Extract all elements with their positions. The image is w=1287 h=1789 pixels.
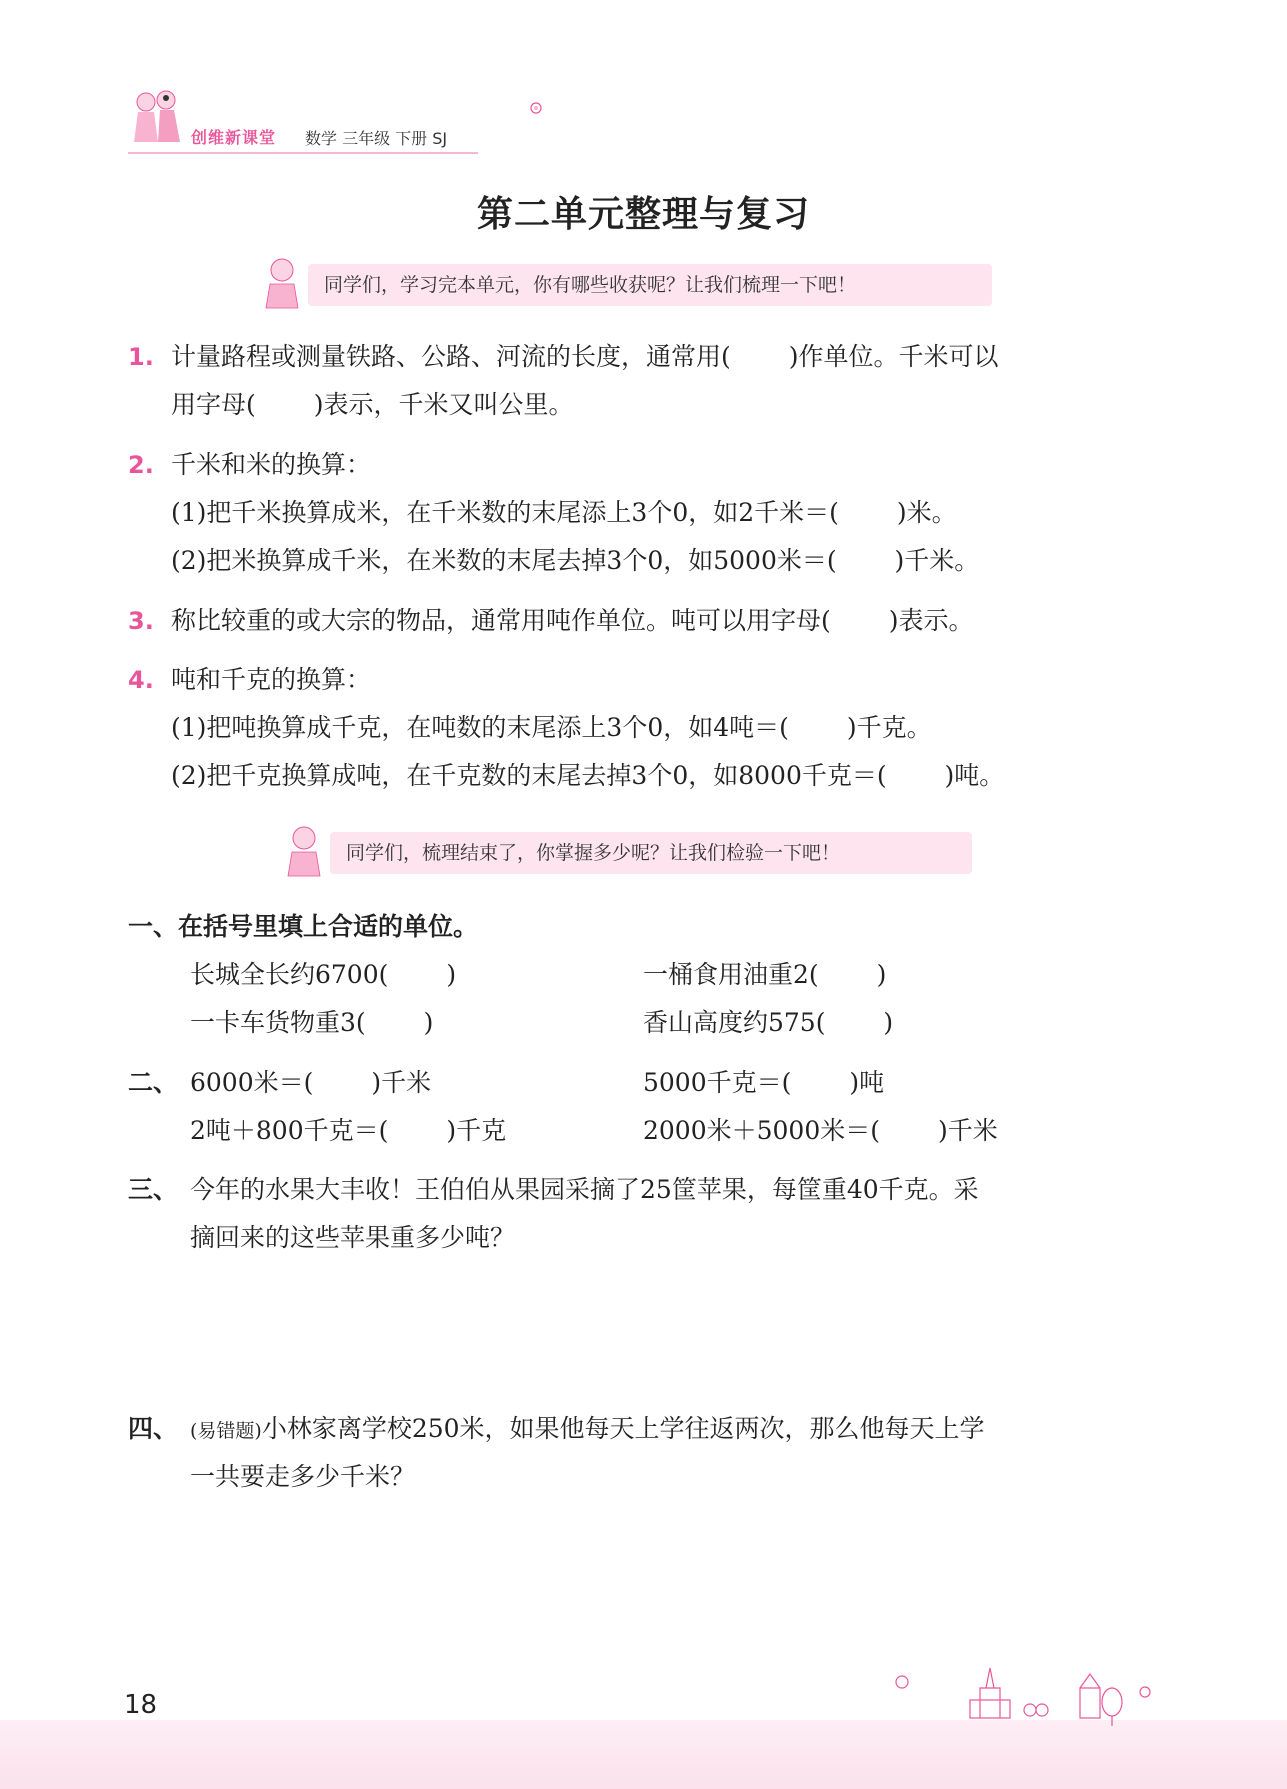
castle-trees-icon xyxy=(880,1648,1170,1728)
page-title: 第二单元整理与复习 xyxy=(476,194,810,235)
exercise-4-line-2: 一共要走多少千米？ xyxy=(190,1462,416,1491)
exercise-2-item-1: 6000米＝( )千米 xyxy=(190,1068,432,1097)
review-item-1-line-2: 用字母( )表示，千米又叫公里。 xyxy=(171,390,574,419)
page-number: 18 xyxy=(124,1690,158,1720)
header-divider xyxy=(128,152,478,154)
review-item-2-line-1: 千米和米的换算： xyxy=(171,450,372,479)
review-item-4-line-2: (1)把吨换算成千克，在吨数的末尾添上3个0，如4吨＝( )千克。 xyxy=(171,713,932,742)
exercise-2-item-4: 2000米＋5000米＝( )千米 xyxy=(643,1116,998,1145)
exercise-1-item-3: 一卡车货物重3( ) xyxy=(190,1008,434,1037)
kids-illustration xyxy=(128,86,188,156)
review-item-2-line-3: (2)把米换算成千米，在米数的末尾去掉3个0，如5000米＝( )千米。 xyxy=(171,546,980,575)
item-number: 4. xyxy=(128,666,154,694)
review-item-4-line-1: 吨和千克的换算： xyxy=(171,665,372,694)
exercise-4-text: 小林家离学校250米，如果他每天上学往返两次，那么他每天上学 xyxy=(261,1414,985,1443)
sparkle-icon xyxy=(526,98,546,118)
exercise-3-line-1: 今年的水果大丰收！王伯伯从果园采摘了25筐苹果，每筐重40千克。采 xyxy=(190,1175,979,1204)
exercise-1-heading: 一、在括号里填上合适的单位。 xyxy=(128,912,479,941)
exercise-2-item-3: 2吨＋800千克＝( )千克 xyxy=(190,1116,507,1145)
exercise-1-item-4: 香山高度约575( ) xyxy=(643,1008,894,1037)
exercise-4-line-1 xyxy=(190,1412,985,1448)
review-item-1 xyxy=(128,340,154,374)
exercise-2-item-2: 5000千克＝( )吨 xyxy=(643,1068,885,1097)
review-item-3 xyxy=(128,604,154,638)
subject-label: 数学 三年级 下册 SJ xyxy=(305,129,448,148)
review-item-2 xyxy=(128,448,154,482)
review-item-4 xyxy=(128,663,154,697)
girl-mascot-icon xyxy=(284,824,324,880)
review-item-1-line-1: 计量路程或测量铁路、公路、河流的长度，通常用( )作单位。千米可以 xyxy=(171,342,999,371)
review-banner: 同学们，学习完本单元，你有哪些收获呢？让我们梳理一下吧！ xyxy=(308,264,992,306)
brand-name: 创维新课堂 xyxy=(191,128,277,147)
exercise-3-label: 三、 xyxy=(128,1175,179,1204)
exercise-1-item-2: 一桶食用油重2( ) xyxy=(643,960,887,989)
exercise-2-label: 二、 xyxy=(128,1068,179,1097)
review-item-3-line-1: 称比较重的或大宗的物品，通常用吨作单位。吨可以用字母( )表示。 xyxy=(171,606,974,635)
exercise-3-line-2: 摘回来的这些苹果重多少吨？ xyxy=(190,1223,516,1252)
footer-band xyxy=(0,1720,1287,1789)
check-banner: 同学们，梳理结束了，你掌握多少呢？让我们检验一下吧！ xyxy=(330,832,972,874)
item-number: 1. xyxy=(128,343,154,371)
review-item-4-line-3: (2)把千克换算成吨，在千克数的末尾去掉3个0，如8000千克＝( )吨。 xyxy=(171,761,1005,790)
exercise-1-item-1: 长城全长约6700( ) xyxy=(190,960,457,989)
review-item-2-line-2: (1)把千米换算成米，在千米数的末尾添上3个0，如2千米＝( )米。 xyxy=(171,498,957,527)
error-prone-tag: (易错题) xyxy=(190,1420,262,1442)
exercise-4-label: 四、 xyxy=(128,1414,179,1443)
girl-mascot-icon xyxy=(262,256,302,312)
item-number: 3. xyxy=(128,607,154,635)
item-number: 2. xyxy=(128,451,154,479)
